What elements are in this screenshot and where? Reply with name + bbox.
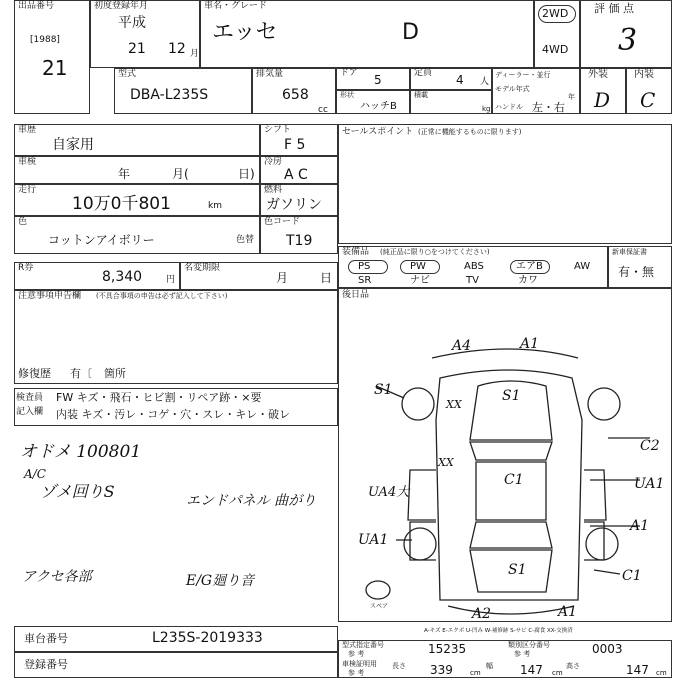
ac-value: A C <box>284 167 308 183</box>
capacity-unit: 人 <box>480 77 490 87</box>
mark-front-a1: A1 <box>520 336 540 352</box>
mark-left-s1: S1 <box>374 382 393 398</box>
mark-front-a4: A4 <box>452 338 472 354</box>
mark-left-ua4: UA4大 <box>368 485 410 500</box>
warranty-value: 有・無 <box>618 265 655 279</box>
note-odometer: オドメ 100801 <box>20 442 142 462</box>
mark-rear-a1: A1 <box>558 604 578 620</box>
length-unit: cm <box>470 669 481 677</box>
class-no-label-2: 参 考 <box>514 650 531 658</box>
score-label: 評 価 点 <box>594 2 634 15</box>
score-value: 3 <box>618 23 638 58</box>
mark-hood-s1: S1 <box>502 388 521 404</box>
mark-rear-a2: A2 <box>472 606 492 622</box>
type-label: 型式 <box>118 69 137 79</box>
name-change-label: 名変期限 <box>184 263 221 273</box>
mark-left-xx: XX <box>438 456 454 469</box>
mark-right-c1: C1 <box>622 568 642 584</box>
dims-label-1: 車検証明用 <box>342 660 377 668</box>
note-end-panel: エンドパネル 曲がり <box>186 493 317 509</box>
roof-outline <box>476 462 546 520</box>
int-score-label: 内装 <box>634 69 654 80</box>
rear-left-wheel <box>404 528 436 560</box>
height-value: 147 <box>626 663 649 677</box>
ext-score-label: 外装 <box>588 69 608 80</box>
color-change-label: 色替 <box>236 235 255 245</box>
load-label: 積載 <box>414 91 428 99</box>
width-label: 幅 <box>486 662 493 670</box>
type-spec-label-2: 参 考 <box>348 650 365 658</box>
displacement-unit: cc <box>318 105 328 115</box>
model-year-unit: 年 <box>568 93 575 101</box>
checker-row-1: FW キズ・飛石・ヒビ割・リペア跡・×要 <box>56 391 262 404</box>
equip-leather: カワ <box>518 275 538 286</box>
equip-aw: AW <box>574 261 591 272</box>
load-unit: kg <box>482 105 491 113</box>
inspection-year: 年 <box>118 167 131 181</box>
inspection-month: 月( <box>172 167 189 181</box>
displacement-label: 排気量 <box>256 69 284 79</box>
equip-pw: PW <box>410 261 426 272</box>
checker-label-1: 検査員 <box>16 393 44 403</box>
equipment-note: (純正品に限り○をつけてください) <box>380 248 490 256</box>
recycle-value: 8,340 <box>102 269 143 285</box>
shift-label: シフト <box>264 125 292 135</box>
spare-tire <box>366 581 390 599</box>
mark-left-ua1: UA1 <box>358 532 389 548</box>
model-name-label: 車名・グレード <box>204 1 268 11</box>
displacement-value: 658 <box>282 87 309 103</box>
sub-items-label: 後日品 <box>342 290 370 300</box>
recycle-unit: 円 <box>166 275 176 285</box>
mileage-unit: km <box>208 201 222 211</box>
dims-label-2: 参 考 <box>348 669 365 677</box>
reg-no-label: 登録番号 <box>24 658 68 671</box>
width-value: 147 <box>520 663 543 677</box>
note-ac: A/C <box>24 467 46 481</box>
width-unit: cm <box>552 669 563 677</box>
equip-ps: PS <box>358 261 371 272</box>
color-label: 色 <box>18 217 28 227</box>
color-value: コットンアイボリー <box>48 233 155 247</box>
model-year-label: モデル年式 <box>495 85 530 93</box>
rear-right-wheel <box>586 528 618 560</box>
grade-value: D <box>402 20 419 45</box>
handle-label: ハンドル <box>495 103 523 111</box>
recycle-label: R券 <box>18 263 34 273</box>
mark-hatch-s1: S1 <box>508 562 527 578</box>
equip-abs: ABS <box>464 261 484 272</box>
repair-value: 有〔 <box>70 367 92 380</box>
first-reg-month-unit: 月 <box>190 49 200 59</box>
front-left-wheel <box>402 388 434 420</box>
length-value: 339 <box>430 663 453 677</box>
ac-label: 冷房 <box>264 157 283 167</box>
rear-bumper-outline <box>448 606 574 614</box>
mark-right-c2: C2 <box>640 438 660 454</box>
type-spec-value: 15235 <box>428 642 467 656</box>
fuel-value: ガソリン <box>266 197 322 213</box>
capacity-value: 4 <box>456 73 464 87</box>
spare-label: スペア <box>370 603 389 610</box>
type-spec-label-1: 型式指定番号 <box>342 641 384 649</box>
note-meter-area: ゾメ回りS <box>40 482 115 501</box>
repair-unit: 箇所 <box>104 367 126 380</box>
type-value: DBA-L235S <box>130 87 209 103</box>
mark-hood-xx: XX <box>446 398 462 411</box>
class-no-label-1: 類別区分番号 <box>508 641 550 649</box>
name-change-day: 日 <box>320 271 333 285</box>
shape-value: ハッチB <box>360 101 397 112</box>
drive-4wd: 4WD <box>542 43 569 56</box>
sales-point-note: (正常に機能するものに限ります) <box>418 128 522 136</box>
right-front-door-outline <box>584 470 606 520</box>
int-score-value: C <box>640 88 656 112</box>
checker-row-2: 内装 キズ・汚レ・コゲ・穴・スレ・キレ・破レ <box>56 408 291 421</box>
fuel-label: 燃料 <box>264 185 283 195</box>
class-no-value: 0003 <box>592 642 623 656</box>
first-reg-year: 21 <box>128 41 146 57</box>
shape-label: 形状 <box>340 91 354 99</box>
checker-label-2: 記入欄 <box>16 407 44 417</box>
sales-point-label: セールスポイント <box>342 127 414 137</box>
lot-number: 21 <box>42 56 68 80</box>
ext-score-value: D <box>594 88 611 112</box>
height-label: 高さ <box>566 662 580 670</box>
history-label: 車歴 <box>18 125 37 135</box>
capacity-label: 定員 <box>414 68 433 78</box>
equip-airbag: エアB <box>516 261 543 272</box>
inspection-label: 車検 <box>18 157 37 167</box>
mileage-label: 走行 <box>18 185 37 195</box>
doors-label: ドア <box>340 68 358 78</box>
rear-window-outline <box>470 522 552 548</box>
model-name-value: エッセ <box>212 20 278 45</box>
first-reg-month: 12 <box>168 41 186 57</box>
drive-2wd: 2WD <box>542 7 569 20</box>
front-right-wheel <box>588 388 620 420</box>
shift-value: F 5 <box>284 137 306 153</box>
color-code-label: 色コード <box>264 217 301 227</box>
mark-right-a1: A1 <box>630 518 650 534</box>
chassis-value: L235S-2019333 <box>152 630 263 646</box>
mark-roof-c1: C1 <box>504 472 524 488</box>
chassis-label: 車台番号 <box>24 632 68 645</box>
lot-label: 出品番号 <box>18 1 55 11</box>
declaration-label: 注意事項申告欄 <box>18 291 82 301</box>
lot-code: [1988] <box>30 35 60 45</box>
equip-sr: SR <box>358 275 372 286</box>
note-engine-noise: E/G廻り音 <box>186 573 255 589</box>
equipment-label: 装備品 <box>342 247 370 257</box>
dealer-label: ディーラー・並行 <box>495 71 551 79</box>
repair-label: 修復歴 <box>18 367 51 380</box>
note-accessories: アクセ各部 <box>22 569 92 585</box>
name-change-month: 月 <box>276 271 289 285</box>
handle-value: 左・右 <box>532 101 565 114</box>
mark-right-ua1: UA1 <box>634 476 665 492</box>
length-label: 長さ <box>392 662 406 670</box>
damage-legend: A-キズ E-エクボ U-凹み W-補修跡 S-サビ C-腐食 XX-交換済 <box>424 628 573 634</box>
inspection-day: 日) <box>238 167 255 181</box>
history-value: 自家用 <box>52 137 94 153</box>
leader-line <box>594 570 620 574</box>
warranty-label: 新車保証書 <box>612 248 647 256</box>
left-front-door-outline <box>408 470 436 520</box>
first-reg-label: 初度登録年月 <box>94 1 149 11</box>
declaration-note: (不具合事項の申告は必ず記入して下さい) <box>96 292 228 300</box>
doors-value: 5 <box>374 73 382 87</box>
equip-navi: ナビ <box>410 275 430 286</box>
equip-tv: TV <box>466 275 479 286</box>
first-reg-era: 平成 <box>118 15 146 31</box>
height-unit: cm <box>656 669 667 677</box>
windshield-outline <box>470 442 552 460</box>
mileage-value: 10万0千801 <box>72 194 171 214</box>
color-code-value: T19 <box>286 233 313 249</box>
